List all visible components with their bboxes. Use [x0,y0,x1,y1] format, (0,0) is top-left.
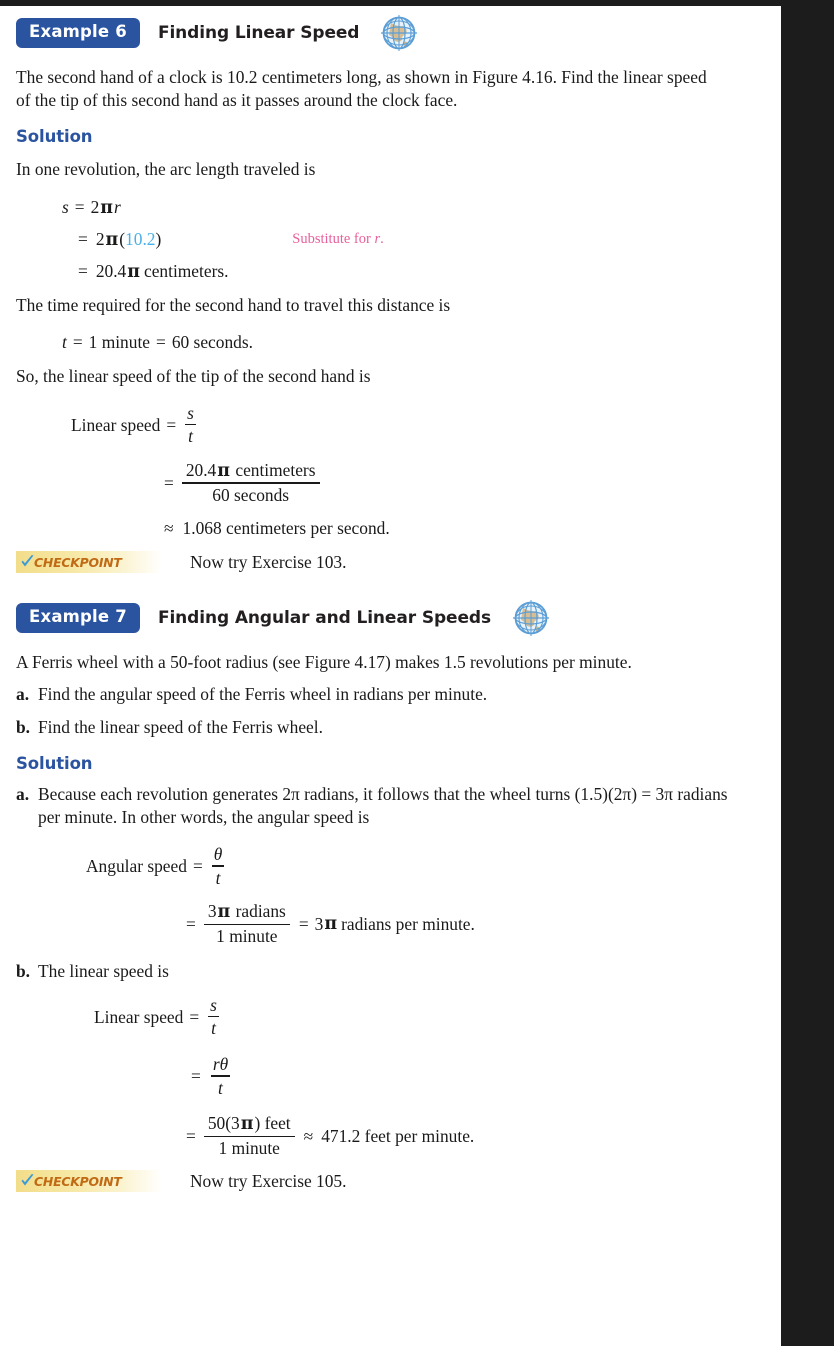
eq-finalb-numerator [204,1114,295,1135]
eq-rtheta-theta: θ [219,1053,229,1074]
eq-linearb-numerator: s [210,994,217,1015]
eq-angular-numerator: θ [213,843,223,864]
equation-linear-speed-def-b [94,996,765,1039]
example-6-intro: The second hand of a clock is 10.2 centimeters long, as shown in Figure 4.16. Find the linear speed of the tip of this second hand as it passes around the clock face. [16,67,707,111]
eq1-coefficient: 2 [90,197,100,218]
eq6-denominator: 60 seconds [212,484,290,505]
eq-linearb-label: Linear speed [94,1006,184,1027]
eq5-numerator: s [187,402,194,423]
eq2-coefficient: 2 [95,229,105,250]
fraction-theta-over-t [212,845,225,888]
fraction-rtheta-over-t [211,1055,230,1098]
eq1-radius-var: r [114,197,121,218]
eq4-time-var: t [62,331,67,352]
example-6-badge: Example 6 [16,18,140,48]
eq-angular2-denominator: 1 minute [216,925,278,946]
eq-angular2-numer-unit: radians [235,901,286,922]
eq3-pi: π [127,261,140,282]
eq-finalb-approx: ≈ [303,1125,314,1146]
fraction-cm-over-seconds [182,461,320,505]
solution-part-b [16,960,765,983]
eq5-denominator: t [188,426,193,447]
eq-finalb-result: 471.2 feet per minute. [321,1125,475,1146]
checkpoint-badge [16,551,162,573]
eq-angular2-numer-pi: π [217,902,231,923]
eq1-pi: π [100,197,114,218]
eq2-paren-open: ( [119,229,126,250]
annotation-variable: r [374,231,381,248]
eq5-equals: = [166,414,177,435]
eq-angular2-result-text: radians per minute. [341,913,475,934]
eq4-minutes: 1 minute [88,331,150,352]
page-content [0,6,781,1192]
example-7-badge: Example 7 [16,603,140,633]
eq6-numerator [182,461,320,482]
checkpoint-exercise-text: Now try Exercise 105. [190,1170,347,1191]
equation-linear-speed-rtheta [191,1055,765,1098]
solution-b-text: The linear speed is [38,961,169,982]
list-item [16,716,765,739]
checkpoint-row-105 [16,1170,765,1192]
eq-rtheta-denominator: t [218,1077,223,1098]
equation-arc-length-3 [78,261,765,282]
example-6-header [16,12,765,54]
eq1-lhs: s [62,197,69,218]
eq3-equals: = [78,261,88,282]
eq6-numer-value: 20.4 [185,459,217,480]
solution-b-marker: b. [16,961,31,982]
example-6-line-2: The time required for the second hand to travel this distance is [16,295,451,316]
eq3-unit: centimeters. [143,261,229,282]
eq5-label: Linear speed [71,414,161,435]
part-b-marker: b. [16,716,31,737]
eq2-equals: = [78,229,88,250]
example-7-header [16,597,765,639]
equation-angular-speed-values [186,902,765,946]
eq-angular2-result-equals: = [298,913,309,934]
equation-linear-speed-result-b [186,1114,765,1158]
annotation-text: Substitute for [292,231,375,248]
eq-angular-label: Angular speed [86,856,187,877]
eq6-equals: = [164,472,174,493]
eq7-result: 1.068 centimeters per second. [182,518,390,539]
example-7-title: Finding Angular and Linear Speeds [157,608,491,629]
list-item [16,683,765,706]
eq-rtheta-radius: r [212,1053,220,1074]
equation-linear-speed-def [71,404,765,447]
fraction-feet-over-minute [204,1114,295,1158]
annotation-period: . [380,231,384,248]
fraction-radians-over-minute [204,902,290,946]
part-a-question: Find the angular speed of the Ferris wheel in radians per minute. [38,684,488,705]
eq-angular2-numer-coef: 3 [207,901,217,922]
equation-arc-length-1 [62,197,765,218]
fraction-s-over-t [208,996,219,1039]
part-b-question: Find the linear speed of the Ferris wheel. [38,716,323,737]
eq4-equals-1: = [72,331,83,352]
eq-finalb-numer-pi: π [240,1114,254,1135]
eq-finalb-equals: = [186,1125,196,1146]
equation-arc-length-2 [78,229,765,250]
part-a-marker: a. [16,684,30,705]
solution-a-text [38,783,728,829]
eq-rtheta-numerator [211,1055,230,1075]
equation-linear-speed-values [164,461,765,505]
right-dark-margin [781,0,834,1346]
eq3-value: 20.4 [95,261,127,282]
globe-icon [509,596,553,640]
example-6-line-3: So, the linear speed of the tip of the second hand is [16,365,371,386]
checkpoint-label: CHECKPOINT [34,1173,122,1189]
eq6-numer-unit: centimeters [235,459,316,480]
equation-angular-speed-def [86,845,765,888]
example-7-intro: A Ferris wheel with a 50-foot radius (see Figure 4.17) makes 1.5 revolutions per minute. [16,652,632,673]
eq-angular2-result-coef: 3 [314,913,324,934]
eq-linearb-equals: = [189,1006,200,1027]
example-7-solution-heading: Solution [16,753,93,773]
solution-a-marker: a. [16,783,30,804]
eq-finalb-denominator: 1 minute [218,1137,280,1158]
solution-a-line-1: Because each revolution generates 2π radians, it follows that the wheel turns [38,783,571,804]
eq-angular2-numerator [204,902,290,923]
eq-linearb-denominator: t [211,1018,216,1039]
annotation-substitute [292,231,383,248]
example-6-solution-heading: Solution [16,127,93,147]
eq2-substituted-value: 10.2 [125,229,156,250]
eq-angular-equals: = [192,856,203,877]
eq-angular-denominator: t [215,867,221,888]
eq-angular2-equals: = [186,913,196,934]
eq2-pi: π [105,229,119,250]
equation-time [62,332,765,353]
globe-icon [377,11,421,55]
checkpoint-badge [16,1170,162,1192]
check-icon [20,1173,35,1189]
solution-part-a [16,783,765,829]
equation-linear-speed-result [164,518,765,539]
eq-rtheta-equals: = [191,1066,201,1086]
checkpoint-exercise-text: Now try Exercise 103. [190,551,347,572]
eq4-seconds: 60 seconds. [171,331,253,352]
check-icon [20,554,35,570]
eq-finalb-numer-a: 50(3 [207,1113,240,1134]
eq4-equals-2: = [156,331,166,352]
example-6-line-1: In one revolution, the arc length traveled is [16,159,316,180]
eq1-equals: = [74,197,85,218]
checkpoint-label: CHECKPOINT [34,554,122,570]
fraction-s-over-t [185,404,196,447]
textbook-page [0,6,781,1346]
example-6-title: Finding Linear Speed [157,23,360,43]
eq7-approx: ≈ [164,518,174,539]
solution-a-line-2: (1.5)(2π) = 3π radians per minute. In other words, the angular speed is [38,783,728,827]
eq-angular2-result-pi: π [324,914,338,935]
checkpoint-row-103 [16,551,765,573]
eq-finalb-numer-b: ) feet [254,1113,291,1134]
eq2-paren-close: ) [155,229,162,250]
eq6-numer-pi: π [217,460,230,481]
